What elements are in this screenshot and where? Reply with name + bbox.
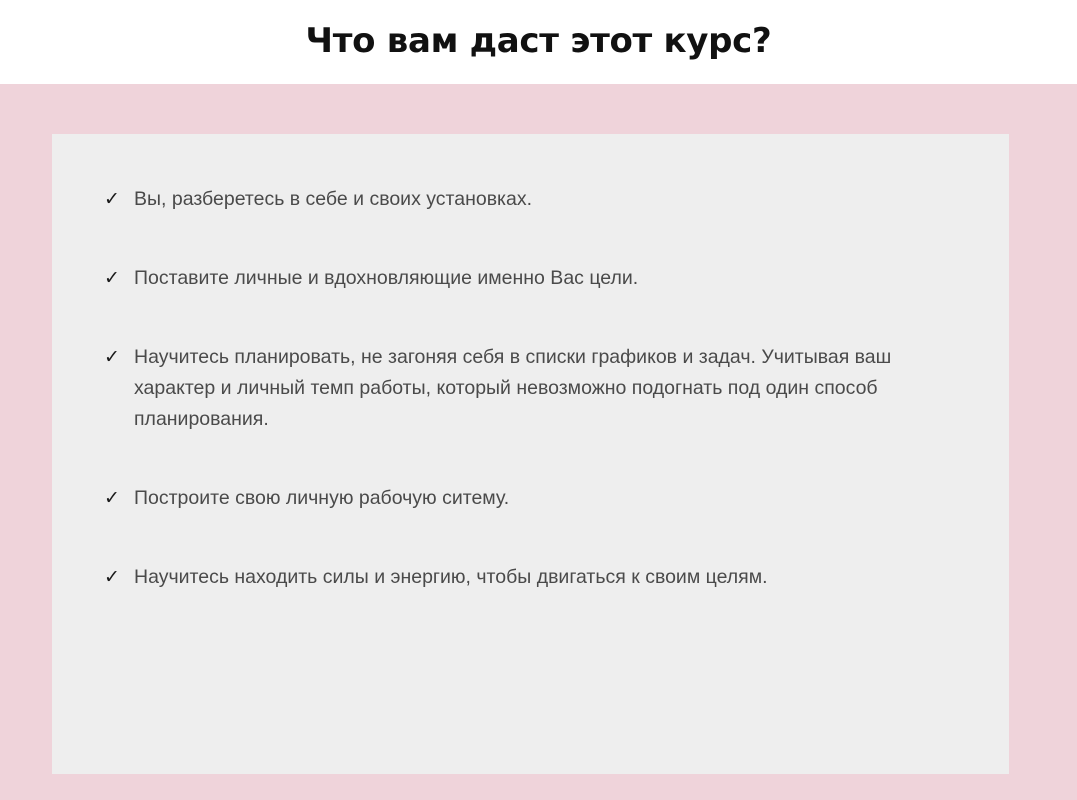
list-item <box>104 562 965 593</box>
title-band <box>0 0 1077 84</box>
list-item <box>104 184 965 215</box>
check-icon: ✓ <box>104 487 120 509</box>
benefits-card <box>52 134 1009 774</box>
list-item-text: Поставите личные и вдохновляющие именно Вас цели. <box>134 267 639 289</box>
page-title: Что вам даст этот курс? <box>305 21 772 62</box>
list-item-text: Вы, разберетесь в себе и своих установках. <box>134 188 533 210</box>
list-item-text: Научитесь находить силы и энергию, чтобы двигаться к своим целям. <box>134 566 768 588</box>
check-icon: ✓ <box>104 188 120 210</box>
content-band <box>0 84 1077 800</box>
list-item-text: Построите свою личную рабочую ситему. <box>134 487 510 509</box>
list-item-text: Научитесь планировать, не загоняя себя в списки графиков и задач. Учитывая ваш характер и личный темп работы, который невозможно подогнать под один способ планирования. <box>134 346 892 430</box>
check-icon: ✓ <box>104 346 120 368</box>
list-item <box>104 263 965 294</box>
benefits-list <box>52 134 1009 593</box>
list-item <box>104 342 965 435</box>
list-item <box>104 483 965 514</box>
check-icon: ✓ <box>104 267 120 289</box>
check-icon: ✓ <box>104 566 120 588</box>
